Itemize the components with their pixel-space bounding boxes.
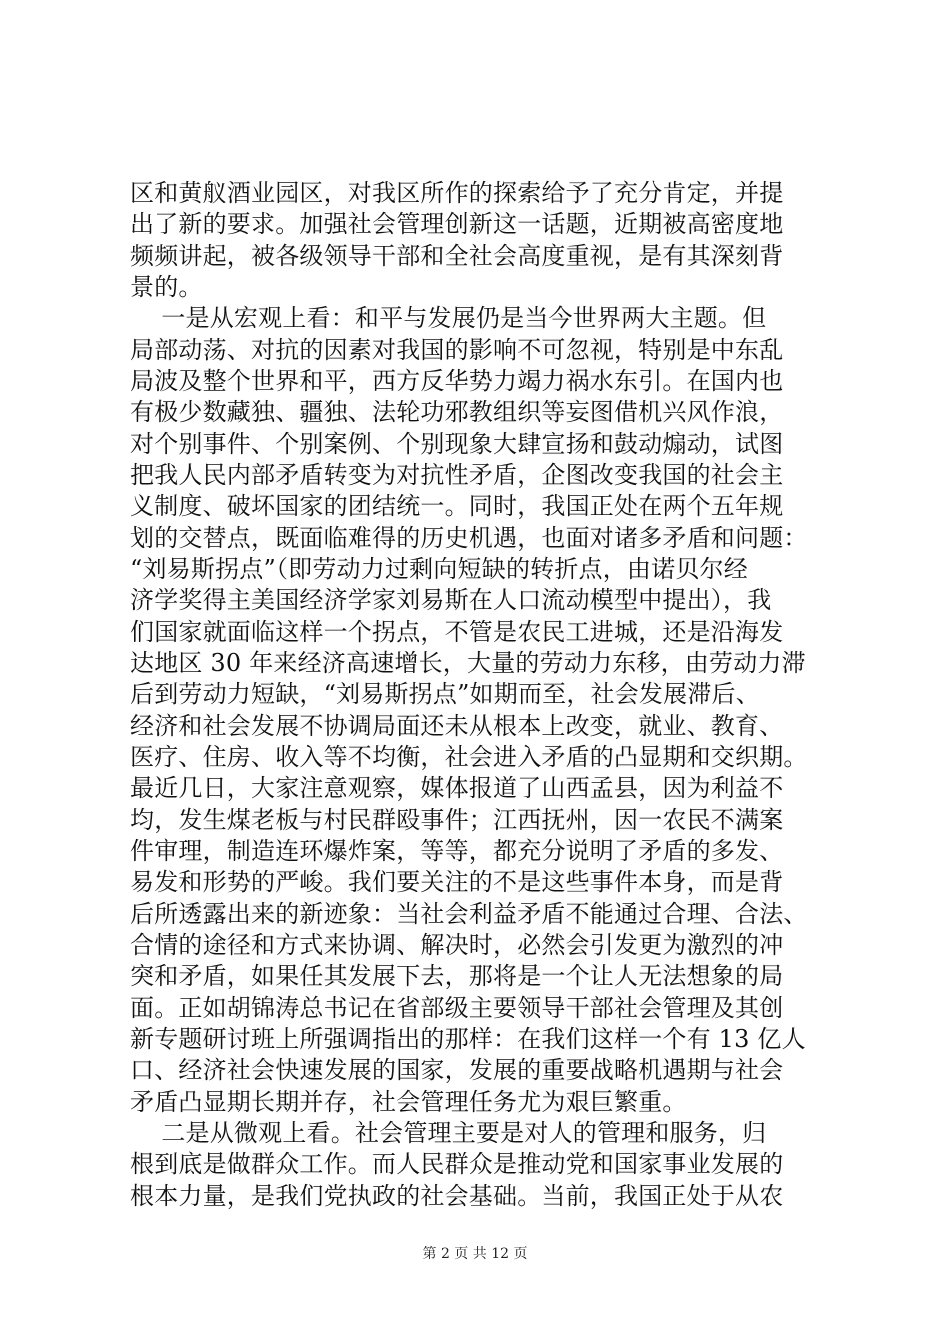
text-line: 义制度、破坏国家的团结统一。同时，我国正处在两个五年规	[130, 492, 784, 521]
text-line: 最近几日，大家注意观察，媒体报道了山西孟县，因为利益不	[130, 774, 784, 803]
text-line: 根本力量，是我们党执政的社会基础。当前，我国正处于从农	[130, 1181, 784, 1210]
text-line: 易发和形势的严峻。我们要关注的不是这些事件本身，而是背	[130, 868, 784, 897]
text-line: 均，发生煤老板与村民群殴事件；江西抚州，因一农民不满案	[130, 805, 784, 834]
text-line: 面。正如胡锦涛总书记在省部级主要领导干部社会管理及其创	[130, 993, 784, 1022]
text-line: 后到劳动力短缺，“刘易斯拐点”如期而至，社会发展滞后、	[130, 680, 760, 709]
text-line: 二是从微观上看。社会管理主要是对人的管理和服务，归	[130, 1118, 767, 1147]
text-line: 局波及整个世界和平，西方反华势力竭力祸水东引。在国内也	[130, 366, 784, 395]
text-line: 有极少数藏独、疆独、法轮功邪教组织等妄图借机兴风作浪，	[130, 398, 784, 427]
page-footer: 第 2 页 共 12 页	[422, 1246, 528, 1262]
text-line: 合情的途径和方式来协调、解决时，必然会引发更为激烈的冲	[130, 930, 784, 959]
text-line: 们国家就面临这样一个拐点，不管是农民工进城，还是沿海发	[130, 617, 784, 646]
text-line: 出了新的要求。加强社会管理创新这一话题，近期被高密度地	[130, 210, 784, 239]
text-line: 达地区 30 年来经济高速增长，大量的劳动力东移，由劳动力滞	[130, 648, 806, 677]
document-body	[130, 178, 830, 1212]
text-line: 对个别事件、个别案例、个别现象大肆宣扬和鼓动煽动，试图	[130, 429, 784, 458]
text-line: 经济和社会发展不协调局面还未从根本上改变，就业、教育、	[130, 711, 784, 740]
text-line: 局部动荡、对抗的因素对我国的影响不可忽视，特别是中东乱	[130, 335, 784, 364]
text-line: 医疗、住房、收入等不均衡，社会进入矛盾的凸显期和交织期。	[130, 742, 808, 771]
text-line: 一是从宏观上看：和平与发展仍是当今世界两大主题。但	[130, 304, 767, 333]
text-line: 突和矛盾，如果任其发展下去，那将是一个让人无法想象的局	[130, 962, 784, 991]
text-line: 新专题研讨班上所强调指出的那样：在我们这样一个有 13 亿人	[130, 1024, 806, 1053]
text-line: 后所透露出来的新迹象：当社会利益矛盾不能通过合理、合法、	[130, 899, 808, 928]
text-line: 划的交替点，既面临难得的历史机遇，也面对诸多矛盾和问题：	[130, 523, 808, 552]
text-line: 件审理，制造连环爆炸案，等等，都充分说明了矛盾的多发、	[130, 836, 784, 865]
text-line: 口、经济社会快速发展的国家，发展的重要战略机遇期与社会	[130, 1056, 784, 1085]
text-line: 济学奖得主美国经济学家刘易斯在人口流动模型中提出），我	[130, 586, 772, 615]
text-line: 频频讲起，被各级领导干部和全社会高度重视，是有其深刻背	[130, 241, 784, 270]
text-line: 矛盾凸显期长期并存，社会管理任务尤为艰巨繁重。	[130, 1087, 687, 1116]
text-line: “刘易斯拐点”（即劳动力过剩向短缺的转折点，由诺贝尔经	[130, 554, 748, 583]
text-line: 区和黄舣酒业园区，对我区所作的探索给予了充分肯定，并提	[130, 179, 784, 207]
text-line: 景的。	[130, 272, 203, 301]
text-line: 根到底是做群众工作。而人民群众是推动党和国家事业发展的	[130, 1150, 784, 1179]
text-line: 把我人民内部矛盾转变为对抗性矛盾，企图改变我国的社会主	[130, 460, 784, 489]
